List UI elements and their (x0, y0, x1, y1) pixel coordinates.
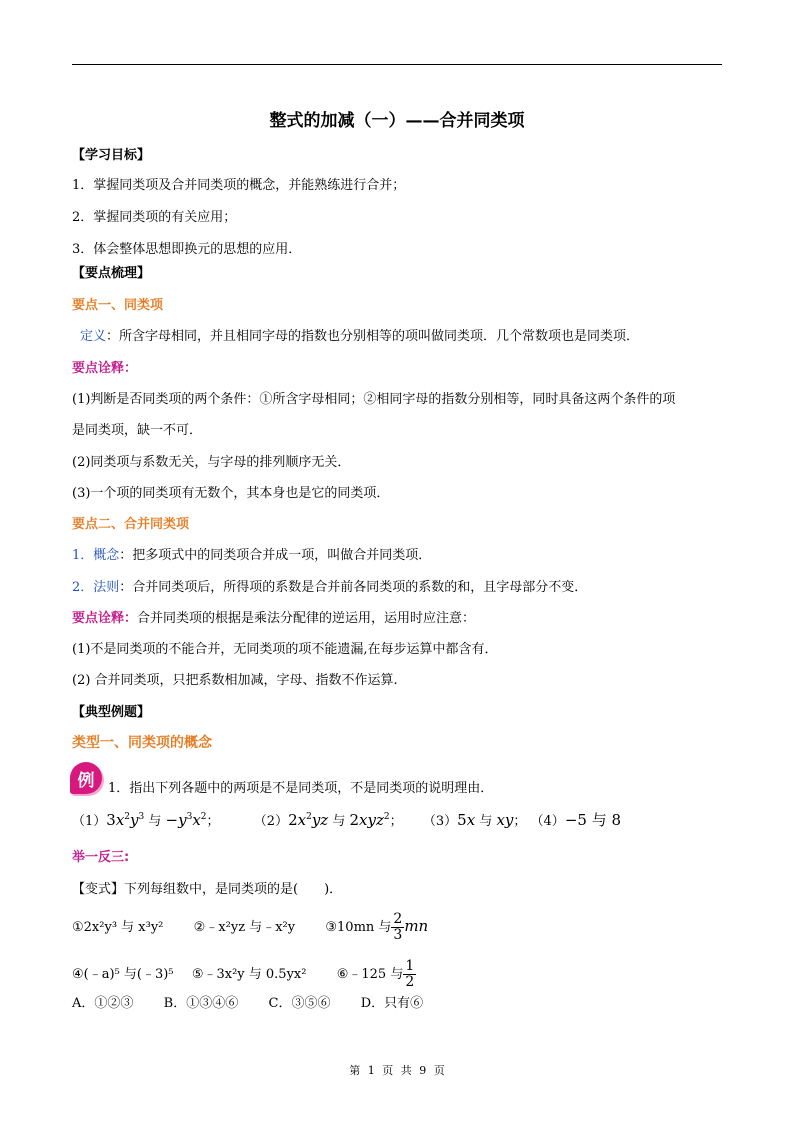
option-6-text: ⑥﹣125 与 (336, 967, 404, 982)
item3-label: （3） (422, 814, 458, 829)
example-badge: 例 (70, 762, 102, 794)
choice-c[interactable]: C．③⑤⑥ (268, 996, 331, 1011)
math-expr: xy (496, 811, 514, 829)
math-expr: $3x^2y^3$ (106, 811, 145, 829)
practice-heading: 举一反三: (72, 850, 130, 865)
choice-d[interactable]: D．只有⑥ (360, 996, 424, 1011)
point1-note-label: 要点诠释： (72, 361, 138, 376)
point2-note-text: 合并同类项的根据是乘法分配律的逆运用，运用时应注意： (137, 611, 476, 626)
item2-and: 与 (328, 814, 350, 829)
option-6 (336, 958, 417, 990)
option-row (72, 959, 416, 990)
item2-label: （2） (253, 814, 289, 829)
item1-label: （1） (72, 814, 107, 829)
page-title: 整式的加减（一）——合并同类项 (269, 111, 525, 131)
goal-item: 2．掌握同类项的有关应用； (72, 210, 237, 225)
definition-label: 定义 (80, 329, 107, 344)
choice-b[interactable]: B．①③④⑥ (163, 996, 239, 1011)
variant-line (72, 882, 342, 898)
note-line: (2)同类项与系数无关，与字母的排列顺序无关． (72, 455, 351, 470)
item4-label: （4） (530, 814, 565, 829)
fraction (403, 959, 416, 990)
item1-and: 与 (144, 814, 166, 829)
point2-heading: 要点二、合并同类项 (72, 517, 190, 532)
fraction (391, 912, 404, 943)
item3-and: 与 (475, 814, 497, 829)
item4-text: −5 与 8 (564, 811, 622, 829)
math-expr: 2xyz$^2$ (349, 811, 390, 829)
section-points: 【要点梳理】 (72, 266, 151, 281)
option-4: ④(﹣a)⁵ 与(﹣3)⁵ (72, 967, 174, 982)
point2-note-label: 要点诠释： (72, 611, 138, 626)
note-line: 是同类项，缺一不可． (72, 423, 203, 438)
option-3-var: mn (404, 917, 429, 935)
header-rule (72, 64, 722, 65)
concept-line (72, 548, 431, 564)
note-line: (2) 合并同类项，只把系数相加减，字母、指数不作运算. (72, 673, 398, 688)
concept-label: 1．概念 (72, 548, 120, 563)
note-line: (1)不是同类项的不能合并，无同类项的项不能遗漏,在每步运算中都含有． (72, 642, 498, 657)
fraction-den: 2 (405, 974, 415, 990)
choice-a[interactable]: A．①②③ (72, 996, 134, 1011)
type1-heading: 类型一、同类项的概念 (72, 735, 212, 751)
example-question: 1．指出下列各题中的两项是不是同类项，不是同类项的说明理由． (108, 781, 494, 796)
note-line: (1)判断是否同类项的两个条件：①所含字母相同；②相同字母的指数分别相等，同时具备这两个条件的项 (72, 392, 676, 407)
variant-text: 下列每组数中，是同类项的是( )． (124, 882, 343, 897)
section-goals: 【学习目标】 (72, 148, 151, 163)
fraction-num: 1 (405, 958, 415, 974)
option-3 (325, 911, 429, 943)
section-examples: 【典型例题】 (72, 705, 151, 720)
option-2: ②﹣x²yz 与﹣x²y (193, 920, 296, 935)
option-row (72, 912, 428, 943)
fraction-num: 2 (393, 911, 403, 927)
option-5: ⑤﹣3x²y 与 0.5yx² (191, 967, 307, 982)
point1-heading: 要点一、同类项 (72, 298, 164, 313)
definition-line (80, 329, 639, 345)
choices-row (72, 996, 423, 1012)
math-expr: 5x (457, 811, 476, 829)
goal-item: 1．掌握同类项及合并同类项的概念，并能熟练进行合并； (72, 178, 406, 193)
point2-note-line (72, 611, 475, 627)
math-expr: $-y^3x^2$ (165, 811, 207, 829)
option-3-text: ③10mn 与 (325, 920, 392, 935)
page-footer: 第 1 页 共 9 页 (349, 1064, 445, 1077)
note-line: (3)一个项的同类项有无数个，其本身也是它的同类项． (72, 486, 390, 501)
rule-line (72, 580, 587, 596)
example-items: $(1)3x^2y^3$ 与 $-y^3x^2$； $(2)2x^2yz$ 与 2xyz$^2$； （3）5x 与 xy； （4）−5 与 8 (72, 811, 622, 829)
option-1: ①2x²y³ 与 x³y² (72, 920, 164, 935)
rule-text: ：合并同类项后，所得项的系数是合并前各同类项的系数的和，且字母部分不变． (119, 580, 588, 595)
math-expr: $2x^2yz$ (288, 811, 329, 829)
definition-text: ：所含字母相同，并且相同字母的指数也分别相等的项叫做同类项．几个常数项也是同类项． (106, 329, 640, 344)
rule-label: 2．法则 (72, 580, 120, 595)
fraction-den: 3 (393, 927, 403, 943)
concept-text: ：把多项式中的同类项合并成一项，叫做合并同类项． (119, 548, 432, 563)
variant-label: 【变式】 (72, 882, 125, 897)
goal-item: 3．体会整体思想即换元的思想的应用． (72, 242, 302, 257)
